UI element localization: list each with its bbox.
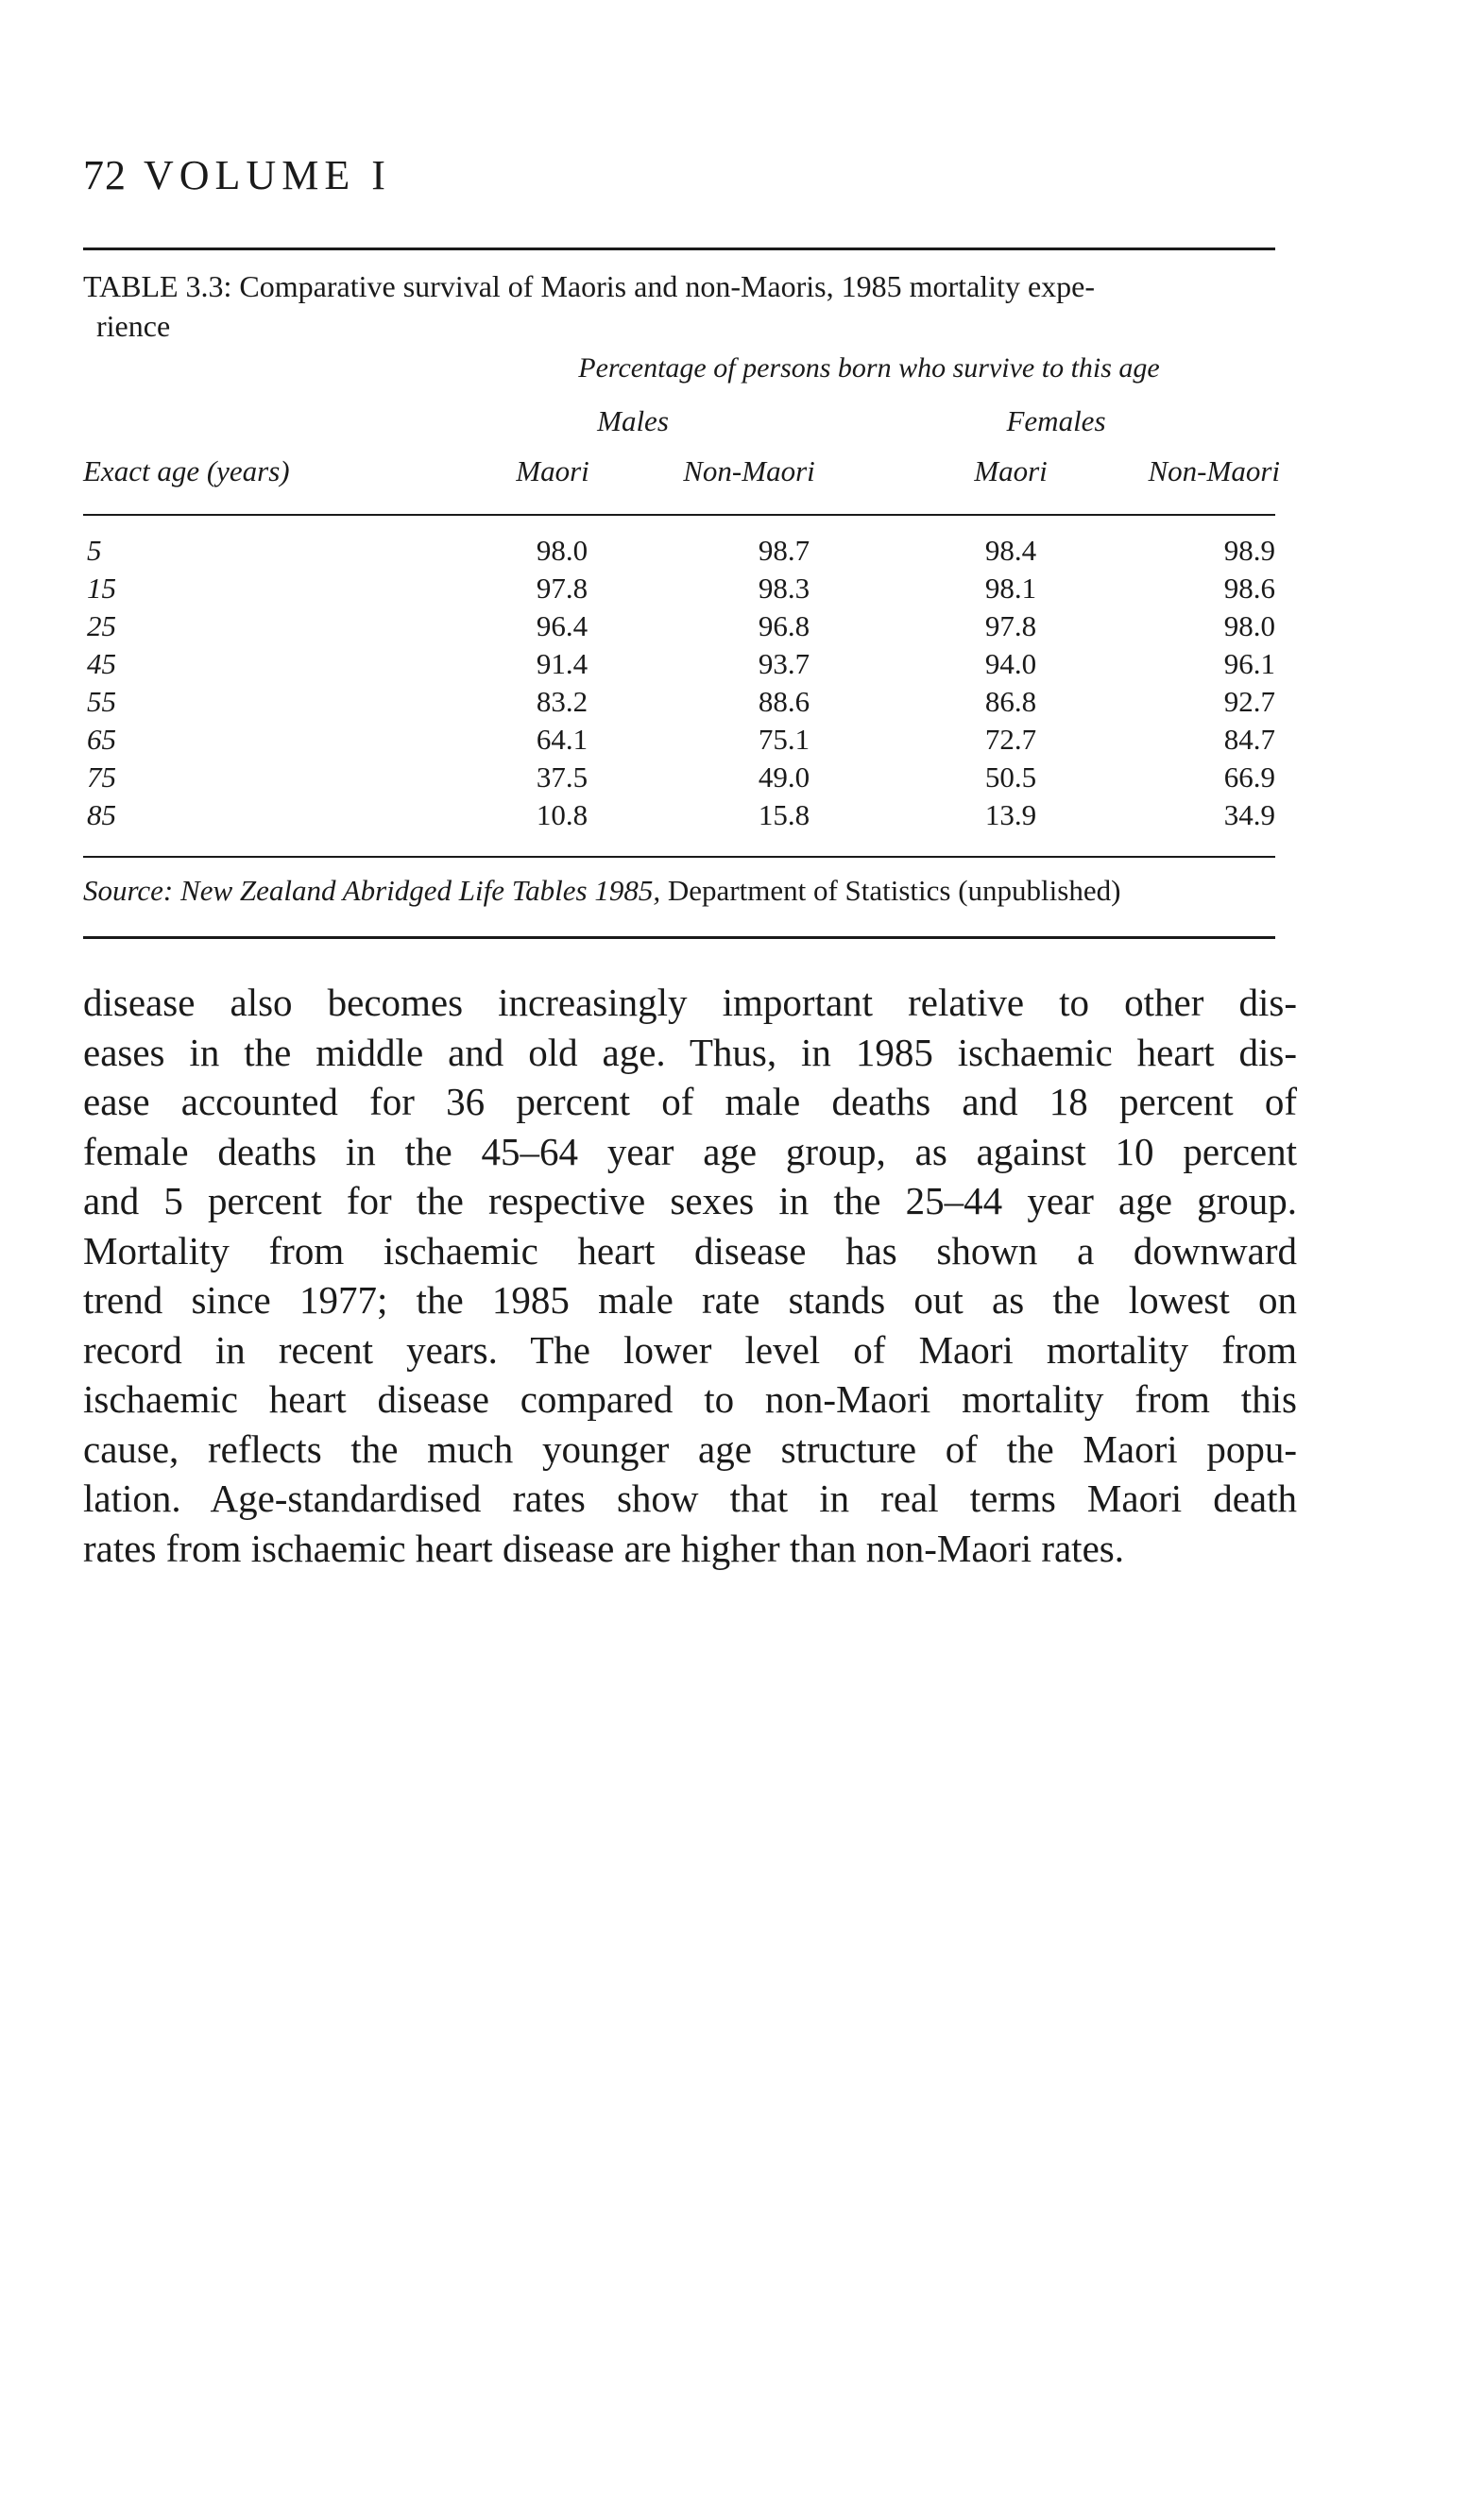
row-age: 85	[87, 798, 116, 831]
table-bottom-rule	[83, 856, 1275, 858]
cell-female-nonmaori: 98.6	[1223, 572, 1275, 605]
cell-male-maori: 37.5	[536, 760, 588, 794]
table-top-rule	[83, 248, 1275, 250]
body-line: disease also becomes increasingly important relative to other dis-	[83, 981, 1297, 1024]
group-header-females: Females	[1006, 404, 1106, 437]
cell-female-nonmaori: 98.9	[1223, 534, 1275, 567]
cell-male-maori: 97.8	[536, 572, 588, 605]
body-line: lation. Age-standardised rates show that in real terms Maori death	[83, 1477, 1297, 1520]
cell-male-maori: 98.0	[536, 534, 588, 567]
cell-male-maori: 96.4	[536, 609, 588, 642]
cell-male-nonmaori: 98.3	[758, 572, 810, 605]
body-line: cause, reflects the much younger age structure of the Maori popu-	[83, 1426, 1297, 1471]
source-title: New Zealand Abridged Life Tables 1985,	[180, 874, 661, 907]
table-row	[0, 760, 1484, 798]
running-header	[83, 151, 391, 199]
row-age: 25	[87, 609, 116, 642]
table-caption-line1: TABLE 3.3: Comparative survival of Maoris and non-Maoris, 1985 mortality expe-	[83, 269, 1095, 303]
cell-female-nonmaori: 34.9	[1223, 798, 1275, 831]
cell-male-maori: 83.2	[536, 685, 588, 718]
volume-label: VOLUME I	[144, 152, 391, 198]
body-line: ease accounted for 36 percent of male deaths and 18 percent of	[83, 1080, 1297, 1123]
source-label: Source:	[83, 874, 174, 907]
cell-female-nonmaori: 98.0	[1223, 609, 1275, 642]
row-age: 55	[87, 685, 116, 718]
row-age: 75	[87, 760, 116, 794]
group-header-males: Males	[597, 404, 669, 437]
body-line: trend since 1977; the 1985 male rate stands out as the lowest on	[83, 1278, 1297, 1322]
body-line: female deaths in the 45–64 year age group, as against 10 percent	[83, 1129, 1297, 1173]
cell-female-maori: 50.5	[984, 760, 1037, 794]
cell-female-maori: 98.1	[984, 572, 1037, 605]
column-header-female-maori: Maori	[974, 454, 1048, 487]
source-publisher: Department of Statistics (unpublished)	[667, 874, 1121, 907]
cell-male-maori: 10.8	[536, 798, 588, 831]
table-row	[0, 723, 1484, 760]
row-age: 65	[87, 723, 116, 756]
cell-female-maori: 13.9	[984, 798, 1037, 831]
body-paragraph	[83, 978, 1297, 1573]
column-header-age: Exact age (years)	[83, 454, 290, 487]
table-row	[0, 685, 1484, 723]
row-age: 45	[87, 647, 116, 680]
cell-female-nonmaori: 66.9	[1223, 760, 1275, 794]
cell-female-nonmaori: 96.1	[1223, 647, 1275, 680]
body-line: ischaemic heart disease compared to non-Maori mortality from this	[83, 1377, 1297, 1421]
table-row	[0, 647, 1484, 685]
cell-female-maori: 72.7	[984, 723, 1037, 756]
table-source-note	[83, 874, 1120, 908]
cell-male-maori: 91.4	[536, 647, 588, 680]
cell-female-maori: 86.8	[984, 685, 1037, 718]
body-line: and 5 percent for the respective sexes in the 25–44 year age group.	[83, 1179, 1297, 1222]
table-row	[0, 609, 1484, 647]
column-header-male-nonmaori: Non-Maori	[683, 454, 815, 487]
table-row	[0, 798, 1484, 836]
table-header-rule	[83, 514, 1275, 516]
row-age: 5	[87, 534, 102, 567]
cell-female-maori: 98.4	[984, 534, 1037, 567]
body-line: record in recent years. The lower level of Maori mortality from	[83, 1327, 1297, 1372]
cell-female-nonmaori: 84.7	[1223, 723, 1275, 756]
table-spanner-header: Percentage of persons born who survive to this age	[578, 352, 1160, 384]
cell-female-maori: 97.8	[984, 609, 1037, 642]
cell-male-nonmaori: 75.1	[758, 723, 810, 756]
cell-female-maori: 94.0	[984, 647, 1037, 680]
cell-male-nonmaori: 88.6	[758, 685, 810, 718]
cell-male-nonmaori: 15.8	[758, 798, 810, 831]
table-closing-rule	[83, 936, 1275, 939]
column-header-male-maori: Maori	[516, 454, 589, 487]
table-row	[0, 572, 1484, 609]
cell-male-nonmaori: 49.0	[758, 760, 810, 794]
table-caption-line2: rience	[96, 309, 171, 343]
body-line: rates from ischaemic heart disease are higher than non-Maori rates.	[83, 1526, 1124, 1570]
cell-male-nonmaori: 98.7	[758, 534, 810, 567]
body-line: Mortality from ischaemic heart disease has shown a downward	[83, 1228, 1297, 1272]
body-line: eases in the middle and old age. Thus, in 1985 ischaemic heart dis-	[83, 1030, 1297, 1074]
column-header-female-nonmaori: Non-Maori	[1148, 454, 1280, 487]
row-age: 15	[87, 572, 116, 605]
page-number: 72	[83, 152, 127, 198]
cell-female-nonmaori: 92.7	[1223, 685, 1275, 718]
table-caption	[83, 266, 1275, 346]
cell-male-nonmaori: 96.8	[758, 609, 810, 642]
cell-male-nonmaori: 93.7	[758, 647, 810, 680]
table-row	[0, 534, 1484, 572]
cell-male-maori: 64.1	[536, 723, 588, 756]
